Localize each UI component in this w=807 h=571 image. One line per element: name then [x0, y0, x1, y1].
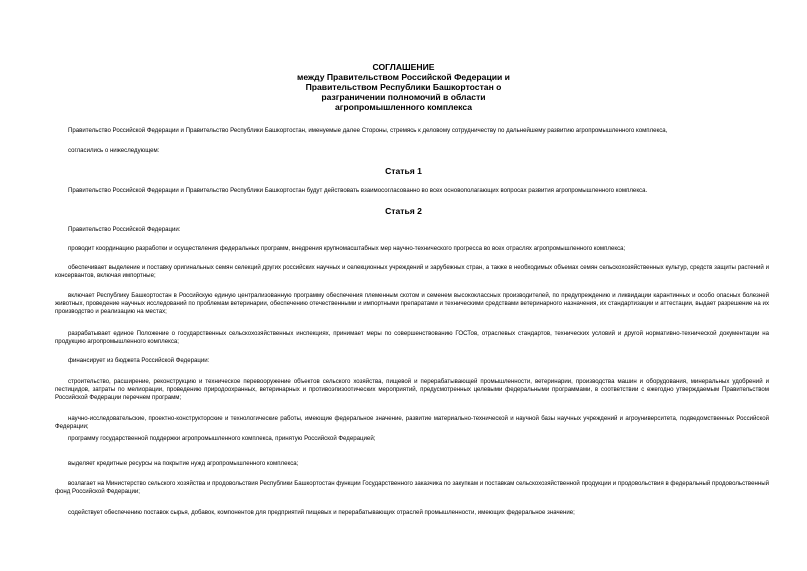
article-2-item: разрабатывает единое Положение о государственных сельскохозяйственных инспекциях, принимает меры по совершенствованию ГОСТов, отраслевых стандартов, технических условий и другой нормативно-технической документации на продукцию агропромышленного комплекса; [55, 330, 769, 345]
article-2-item: научно-исследовательские, проектно-конструкторские и технологические работы, имеющие федеральное значение, развитие материально-технической и научной базы научных учреждений и агроуниверситета, подведомственных Российской Федерации; [55, 415, 769, 430]
document-title-line-5: агропромышленного комплекса [334, 102, 472, 112]
article-2-item: проводит координацию разработки и осуществления федеральных программ, внедрения крупномасштабных мер научно-технического прогресса во всех отраслях агропромышленного комплекса; [68, 245, 626, 252]
article-2-item: выделяет кредитные ресурсы на покрытие нужд агропромышленного комплекса; [68, 460, 299, 467]
document-title-line-2: между Правительством Российской Федерации и [297, 72, 510, 82]
article-2-intro: Правительство Российской Федерации: [68, 226, 181, 233]
preamble-paragraph: Правительство Российской Федерации и Правительство Республики Башкортостан, именуемые далее Стороны, стремясь к деловому сотрудничеству по дальнейшему развитию агропромышленного комплекса, [68, 127, 668, 134]
article-2-item: финансирует из бюджета Российской Федерации: [68, 357, 210, 364]
article-1-heading: Статья 1 [385, 166, 422, 176]
article-2-item: содействует обеспечению поставок сырья, добавок, компонентов для предприятий пищевых и перерабатывающих отраслей промышленности, имеющих федеральное значение; [68, 509, 575, 516]
agreed-paragraph: согласились о нижеследующем: [68, 147, 160, 154]
article-2-item: возлагает на Министерство сельского хозяйства и продовольствия Республики Башкортостан функции Государственного заказчика по закупкам и поставкам сельскохозяйственной продукции и продовольствия в федеральный продовольственный фонд Российской Федерации; [55, 480, 769, 495]
article-2-heading: Статья 2 [385, 206, 422, 216]
document-title-line-4: разграничении полномочий в области [321, 92, 486, 102]
article-2-item: программу государственной поддержки агропромышленного комплекса, принятую Российской Федерацией; [68, 435, 376, 442]
article-1-text: Правительство Российской Федерации и Правительство Республики Башкортостан будут действовать взаимосогласованно во всех основополагающих вопросах развития агропромышленного комплекса. [68, 187, 648, 194]
document-title-line-3: Правительством Республики Башкортостан о [305, 82, 502, 92]
article-2-item: строительство, расширение, реконструкцию и техническое перевооружение объектов сельского хозяйства, пищевой и перерабатывающей промышленности, ветеринарии, производства машин и оборудования, минеральных удобрений и пестицидов, затраты по мелиорации, проведению природоохранных, ветеринарных и противоэпизоотических мероприятий, предусмотренных целевыми федеральными программами, в соответствии с ежегодно утверждаемым Правительством Российской Федерации перечнем программ; [55, 378, 769, 401]
article-2-item: обеспечивает выделение и поставку оригинальных семян селекций других российских научных и селекционных учреждений и зарубежных стран, а также в необходимых объемах семян сельскохозяйственных культур, средств защиты растений и консервантов, включая импортные; [55, 264, 769, 279]
article-2-item: включает Республику Башкортостан в Российскую единую централизованную программу обеспечения племенным скотом и семенем высококлассных производителей, по предупреждению и ликвидации карантинных и особо опасных болезней животных, проведение научных исследований по проблемам ветеринарии, обеспечению отечественными и импортными препаратами и техническими средствами ветеринарного назначения, их стандартизации и аттестации, выдает разрешение на их производство и реализацию на местах; [55, 292, 769, 315]
document-title-line-1: СОГЛАШЕНИЕ [372, 62, 435, 72]
